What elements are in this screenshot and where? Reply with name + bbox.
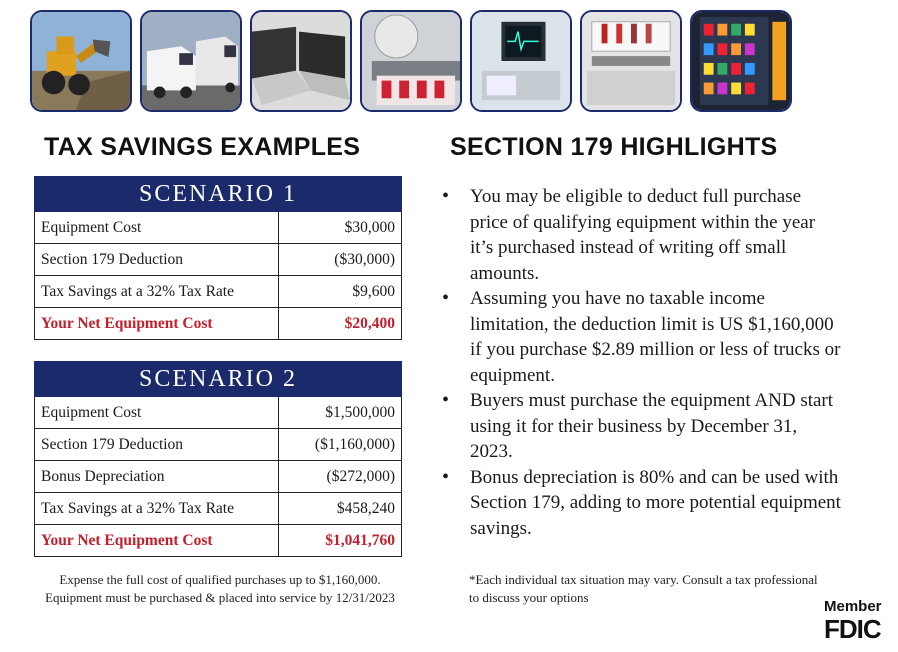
row-label: Tax Savings at a 32% Tax Rate	[35, 493, 279, 525]
list-item	[442, 388, 842, 465]
member-label: Member	[824, 598, 882, 615]
table-row	[35, 493, 402, 525]
embroidery-machine-photo	[580, 10, 682, 112]
row-label: Equipment Cost	[35, 212, 279, 244]
list-item	[442, 184, 842, 286]
disclaimer-footnote: *Each individual tax situation may vary. Consult a tax professional to discuss your options	[469, 572, 818, 605]
medical-monitor-photo	[470, 10, 572, 112]
row-value: $1,500,000	[279, 397, 402, 429]
table-row	[35, 276, 402, 308]
row-value: $30,000	[279, 212, 402, 244]
row-label: Your Net Equipment Cost	[35, 308, 279, 340]
row-value: $9,600	[279, 276, 402, 308]
fdic-wordmark: FDIC	[824, 614, 881, 644]
net-cost-row	[35, 308, 402, 340]
row-value: ($272,000)	[279, 461, 402, 493]
scenario-1-table	[34, 176, 402, 340]
highlight-text: Buyers must purchase the equipment AND start using it for their business by December 31, 2023.	[470, 390, 834, 462]
printer-machine-photo	[360, 10, 462, 112]
section-179-heading: SECTION 179 HIGHLIGHTS	[450, 133, 778, 161]
fdic-logo	[824, 599, 882, 642]
row-value: $1,041,760	[279, 525, 402, 557]
highlight-text: Assuming you have no taxable income limitation, the deduction limit is US $1,160,000 if you purchase $2.89 million or less of trucks or equipment.	[470, 288, 841, 386]
table-row	[35, 429, 402, 461]
bullet-icon: •	[442, 389, 450, 411]
row-label: Section 179 Deduction	[35, 429, 279, 461]
bullet-icon: •	[442, 185, 450, 207]
row-label: Section 179 Deduction	[35, 244, 279, 276]
highlight-text: Bonus depreciation is 80% and can be used with Section 179, adding to more potential equipment savings.	[470, 466, 841, 539]
scenario-2-title: SCENARIO 2	[35, 362, 402, 397]
table-row	[35, 244, 402, 276]
table-row	[35, 212, 402, 244]
table-row	[35, 461, 402, 493]
row-value: ($30,000)	[279, 244, 402, 276]
row-value: $458,240	[279, 493, 402, 525]
row-label: Tax Savings at a 32% Tax Rate	[35, 276, 279, 308]
row-label: Equipment Cost	[35, 397, 279, 429]
net-cost-row	[35, 525, 402, 557]
tax-savings-heading: TAX SAVINGS EXAMPLES	[44, 133, 361, 161]
list-item	[442, 286, 842, 388]
row-label: Bonus Depreciation	[35, 461, 279, 493]
equipment-photo-strip	[30, 10, 792, 114]
wheel-loader-photo	[30, 10, 132, 112]
bullet-icon: •	[442, 287, 450, 309]
vans-photo	[140, 10, 242, 112]
list-item	[442, 465, 842, 542]
row-value: ($1,160,000)	[279, 429, 402, 461]
row-value: $20,400	[279, 308, 402, 340]
table-row	[35, 397, 402, 429]
highlight-text: You may be eligible to deduct full purchase price of qualifying equipment within the year it’s purchased instead of writing off small amounts.	[470, 186, 816, 284]
bullet-icon: •	[442, 465, 450, 488]
row-label: Your Net Equipment Cost	[35, 525, 279, 557]
scenario-1-title: SCENARIO 1	[35, 177, 402, 212]
laptops-photo	[250, 10, 352, 112]
scenario-2-table	[34, 361, 402, 557]
highlights-list	[442, 184, 842, 541]
expense-footnote: Expense the full cost of qualified purchases up to $1,160,000. Equipment must be purchased & placed into service by 12/31/2023	[45, 572, 395, 605]
vending-machine-photo	[690, 10, 792, 112]
